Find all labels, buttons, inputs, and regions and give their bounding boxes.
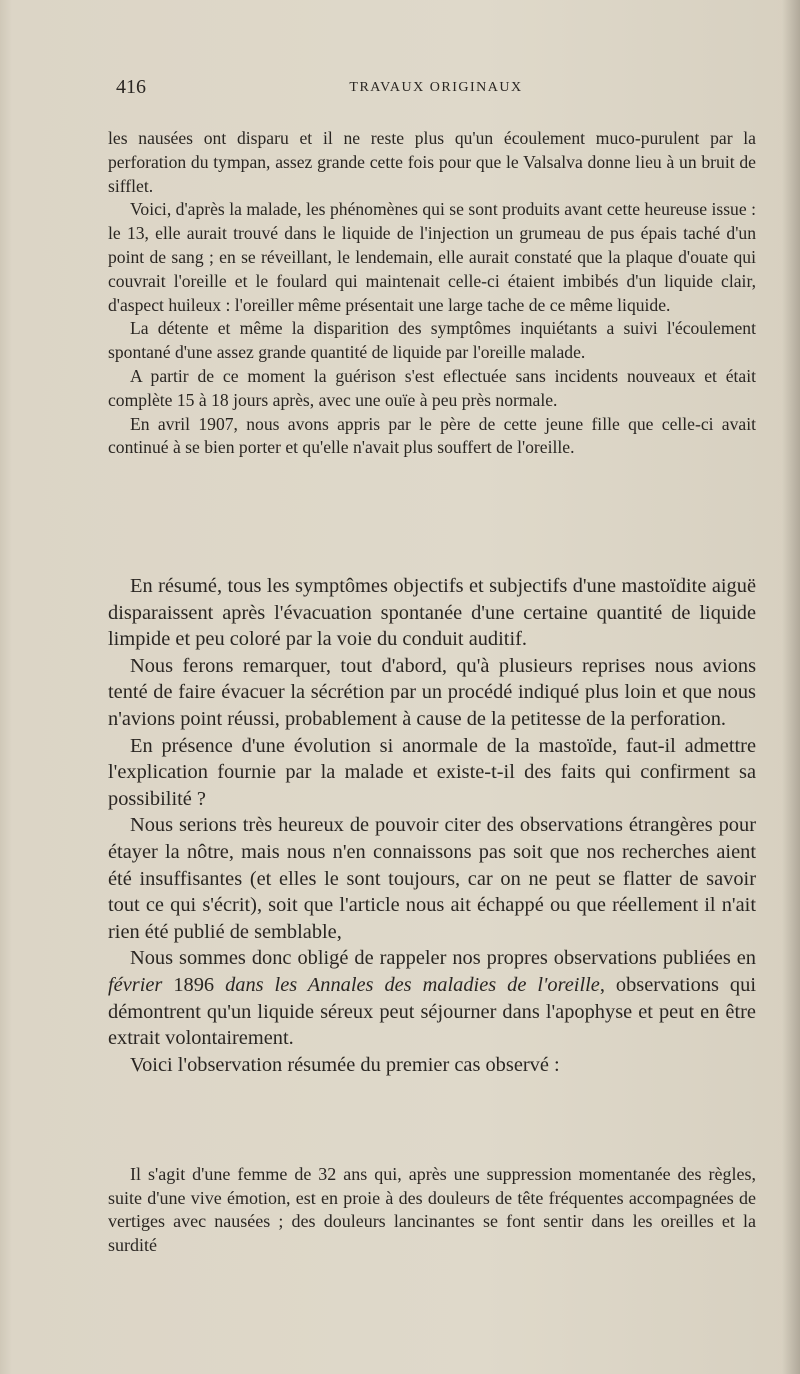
paragraph: les nausées ont disparu et il ne reste plus qu'un écoulement muco-purulent par la perforation du tympan, assez grande cette fois pour que le Valsalva donne lieu à un bruit de sifflet.: [108, 128, 756, 196]
paragraph: Nous ferons remarquer, tout d'abord, qu'à plusieurs reprises nous avions tenté de faire évacuer la sécrétion par un procédé indiqué plus loin et que nous n'avions point réussi, probablement à cause de la petitesse de la perforation.: [108, 654, 756, 730]
paragraph: Voici, d'après la malade, les phénomènes qui se sont produits avant cette heureuse issue : le 13, elle aurait trouvé dans le liquide de l'injection un grumeau de pus épais taché d'un point de sang ; en se réveillant, le lendemain, elle aurait constaté que la plaque d'ouate qui couvrait l'oreille et le foulard qui maintenait celle-ci étaient imbibés d'un liquide clair, d'aspect huileux : l'oreiller même présentait une large tache de ce même liquide.: [108, 199, 756, 315]
paragraph: Il s'agit d'une femme de 32 ans qui, après une suppression momentanée des règles, suite d'une vive émotion, est en proie à des douleurs de tête fréquentes accompagnées de vertiges avec nausées ; des douleurs lancinantes se font sentir dans les oreilles et la surdité: [108, 1164, 756, 1255]
paragraph: En présence d'une évolution si anormale de la mastoïde, faut-il admettre l'explication fournie par la malade et existe-t-il des faits qui confirment sa possibilité ?: [108, 734, 756, 810]
case-text-block: [108, 1163, 756, 1257]
running-title: TRAVAUX ORIGINAUX: [349, 80, 523, 95]
paragraph: En avril 1907, nous avons appris par le père de cette jeune fille que celle-ci avait continué à se bien porter et qu'elle n'avait plus souffert de l'oreille.: [108, 413, 756, 458]
page-header: [116, 76, 756, 104]
text-run: 1896: [173, 973, 215, 996]
paragraph: Nous serions très heureux de pouvoir citer des observations étrangères pour étayer la nôtre, mais nous n'en connaissons pas soit que nos recherches aient été insuffisantes (et elles le sont toujours, car on ne peut se flatter de savoir tout ce qui s'écrit), soit que l'article nous ait échappé ou que réellement il n'ait rien été publié de semblable,: [108, 814, 756, 943]
paragraph: En résumé, tous les symptômes objectifs et subjectifs d'une mastoïdite aiguë disparaissent après l'évacuation spontanée d'une certaine quantité de liquide limpide et peu coloré par la voie du conduit auditif.: [108, 575, 756, 651]
observation-text-block: [108, 127, 756, 460]
italic-text: février: [108, 973, 163, 996]
text-run: , observations qui démontrent qu'un liquide séreux peut séjourner dans l'apophyse et peut en être extrait volontairement.: [108, 973, 756, 1050]
paragraph: [108, 945, 756, 1051]
main-text-block: [108, 573, 756, 1078]
paragraph: Voici l'observation résumée du premier cas observé :: [130, 1053, 560, 1076]
page-number: 416: [116, 76, 146, 98]
paragraph: La détente et même la disparition des symptômes inquiétants a suivi l'écoulement spontané d'une assez grande quantité de liquide par l'oreille malade.: [108, 318, 756, 363]
text-run: Nous sommes donc obligé de rappeler nos propres observations publiées en: [130, 947, 756, 970]
journal-title: dans les Annales des maladies de l'oreille: [225, 973, 600, 996]
paragraph: A partir de ce moment la guérison s'est eflectuée sans incidents nouveaux et était complète 15 à 18 jours après, avec une ouïe à peu près normale.: [108, 365, 756, 410]
